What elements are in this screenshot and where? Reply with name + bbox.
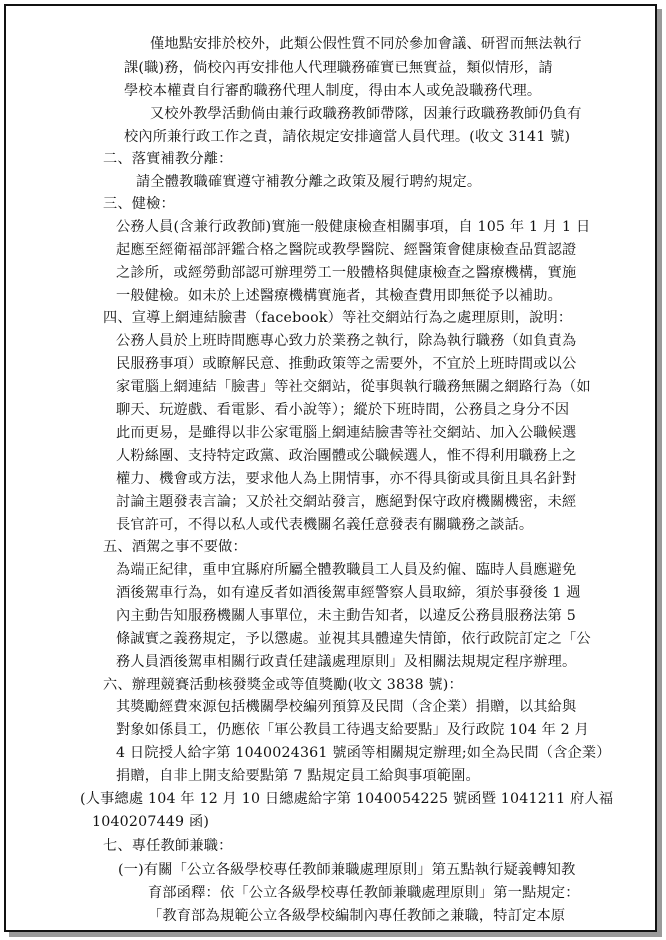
text-line: 務人員酒後駕車相關行政責任建議處理原則」及相關法規規定程序辦理。 xyxy=(116,654,577,670)
text-line: 酒後駕車行為，如有違反者如酒後駕車經警察人員取締，須於事發後 1 週 xyxy=(116,585,581,601)
text-line: 「教育部為規範公立各級學校編制內專任教師之兼職，特訂定本原 xyxy=(148,908,566,924)
section-heading: 四、宣導上網連結臉書（facebook）等社交網站行為之處理原則，說明： xyxy=(103,310,573,326)
text-line: 公務人員於上班時間應專心致力於業務之執行，除為執行職務（如負責為 xyxy=(116,333,577,349)
text-line: 請全體教職確實遵守補教分離之政策及履行聘約規定。 xyxy=(136,174,482,190)
text-line: 公務人員(含兼行政教師)實施一般健康檢查相關事項，自 105 年 1 月 1 日 xyxy=(116,219,591,235)
text-line: 人粉絲團、支持特定政黨、政治團體或公職候選人，惟不得利用職務上之 xyxy=(116,448,577,464)
text-line: (一)有關「公立各級學校專任教師兼職處理原則」第五點執行疑義轉知教 xyxy=(118,862,576,878)
text-line: (人事總處 104 年 12 月 10 日總處給字第 1040054225 號函暨 1041211 府人福 xyxy=(80,791,614,807)
text-line: 僅地點安排於校外，此類公假性質不同於參加會議、研習而無法執行 xyxy=(150,36,582,52)
text-line: 一般健檢。如未於上述醫療機構實施者，其檢查費用即無從予以補助。 xyxy=(116,288,563,304)
text-line: 家電腦上網連結「臉書」等社交網站，從事與執行職務無關之網路行為（如 xyxy=(116,379,591,395)
text-line: 權力、機會或方法，要求他人為上開情事，亦不得具銜或具銜且具名針對 xyxy=(116,471,577,487)
text-line: 之診所，或經勞動部認可辦理勞工一般體格與健康檢查之醫療機構，實施 xyxy=(116,265,577,281)
section-heading: 六、辦理競賽活動核發獎金或等值獎勵(收文 3838 號)： xyxy=(103,677,463,693)
text-line: 為端正紀律，重申宜縣府所屬全體教職員工人員及約僱、臨時人員應避免 xyxy=(116,562,577,578)
text-line: 其獎勵經費來源包括機關學校編列預算及民間（含企業）捐贈，以其給與 xyxy=(116,699,577,715)
text-line: 討論主題發表言論；又於社交網站發言，應絕對保守政府機關機密，未經 xyxy=(116,494,577,510)
text-line: 內主動告知服務機關人事單位，未主動告知者，以違反公務員服務法第 5 xyxy=(116,608,576,624)
section-heading: 三、健檢： xyxy=(103,196,175,212)
text-line: 長官許可，不得以私人或代表機關名義任意發表有關職務之談話。 xyxy=(116,517,534,533)
section-heading: 七、專任教師兼職： xyxy=(103,838,233,854)
section-heading: 二、落實補教分離： xyxy=(103,151,233,167)
text-line: 1040207449 函) xyxy=(92,814,210,830)
text-line: 育部函釋：依「公立各級學校專任教師兼職處理原則」第一點規定： xyxy=(148,885,580,901)
text-line: 4 日院授人給字第 1040024361 號函等相關規定辦理;如全為民間（含企業） xyxy=(116,745,611,761)
text-line: 又校外教學活動倘由兼行政職務教師帶隊，因兼行政職務教師仍負有 xyxy=(150,106,582,122)
text-line: 學校本權責自行審酌職務代理人制度，得由本人或免設職務代理。 xyxy=(124,83,542,99)
text-line: 校內所兼行政工作之責，請依規定安排適當人員代理。(收文 3141 號) xyxy=(124,129,571,145)
text-line: 對象如係員工，仍應依「軍公教員工待遇支給要點」及行政院 104 年 2 月 xyxy=(116,722,589,738)
text-line: 課(職)務，倘校內再安排他人代理職務確實已無實益，類似情形，請 xyxy=(124,60,553,76)
text-line: 民服務事項）或瞭解民意、推動政策等之需要外，不宜於上班時間或以公 xyxy=(116,356,577,372)
section-heading: 五、酒駕之事不要做： xyxy=(103,539,247,555)
text-line: 聊天、玩遊戲、看電影、看小說等）；縱於下班時間，公務員之身分不因 xyxy=(116,402,570,418)
text-line: 捐贈，自非上開支給要點第 7 點規定員工給與事項範圍。 xyxy=(116,768,480,784)
text-line: 此而更易，是雖得以非公家電腦上網連結臉書等社交網站、加入公職候選 xyxy=(116,425,577,441)
text-line: 條誠實之義務規定，予以懲處。並視其具體違失情節，依行政院訂定之「公 xyxy=(116,631,591,647)
text-line: 起應至經衛福部評鑑合格之醫院或教學醫院、經醫策會健康檢查品質認證 xyxy=(116,242,577,258)
